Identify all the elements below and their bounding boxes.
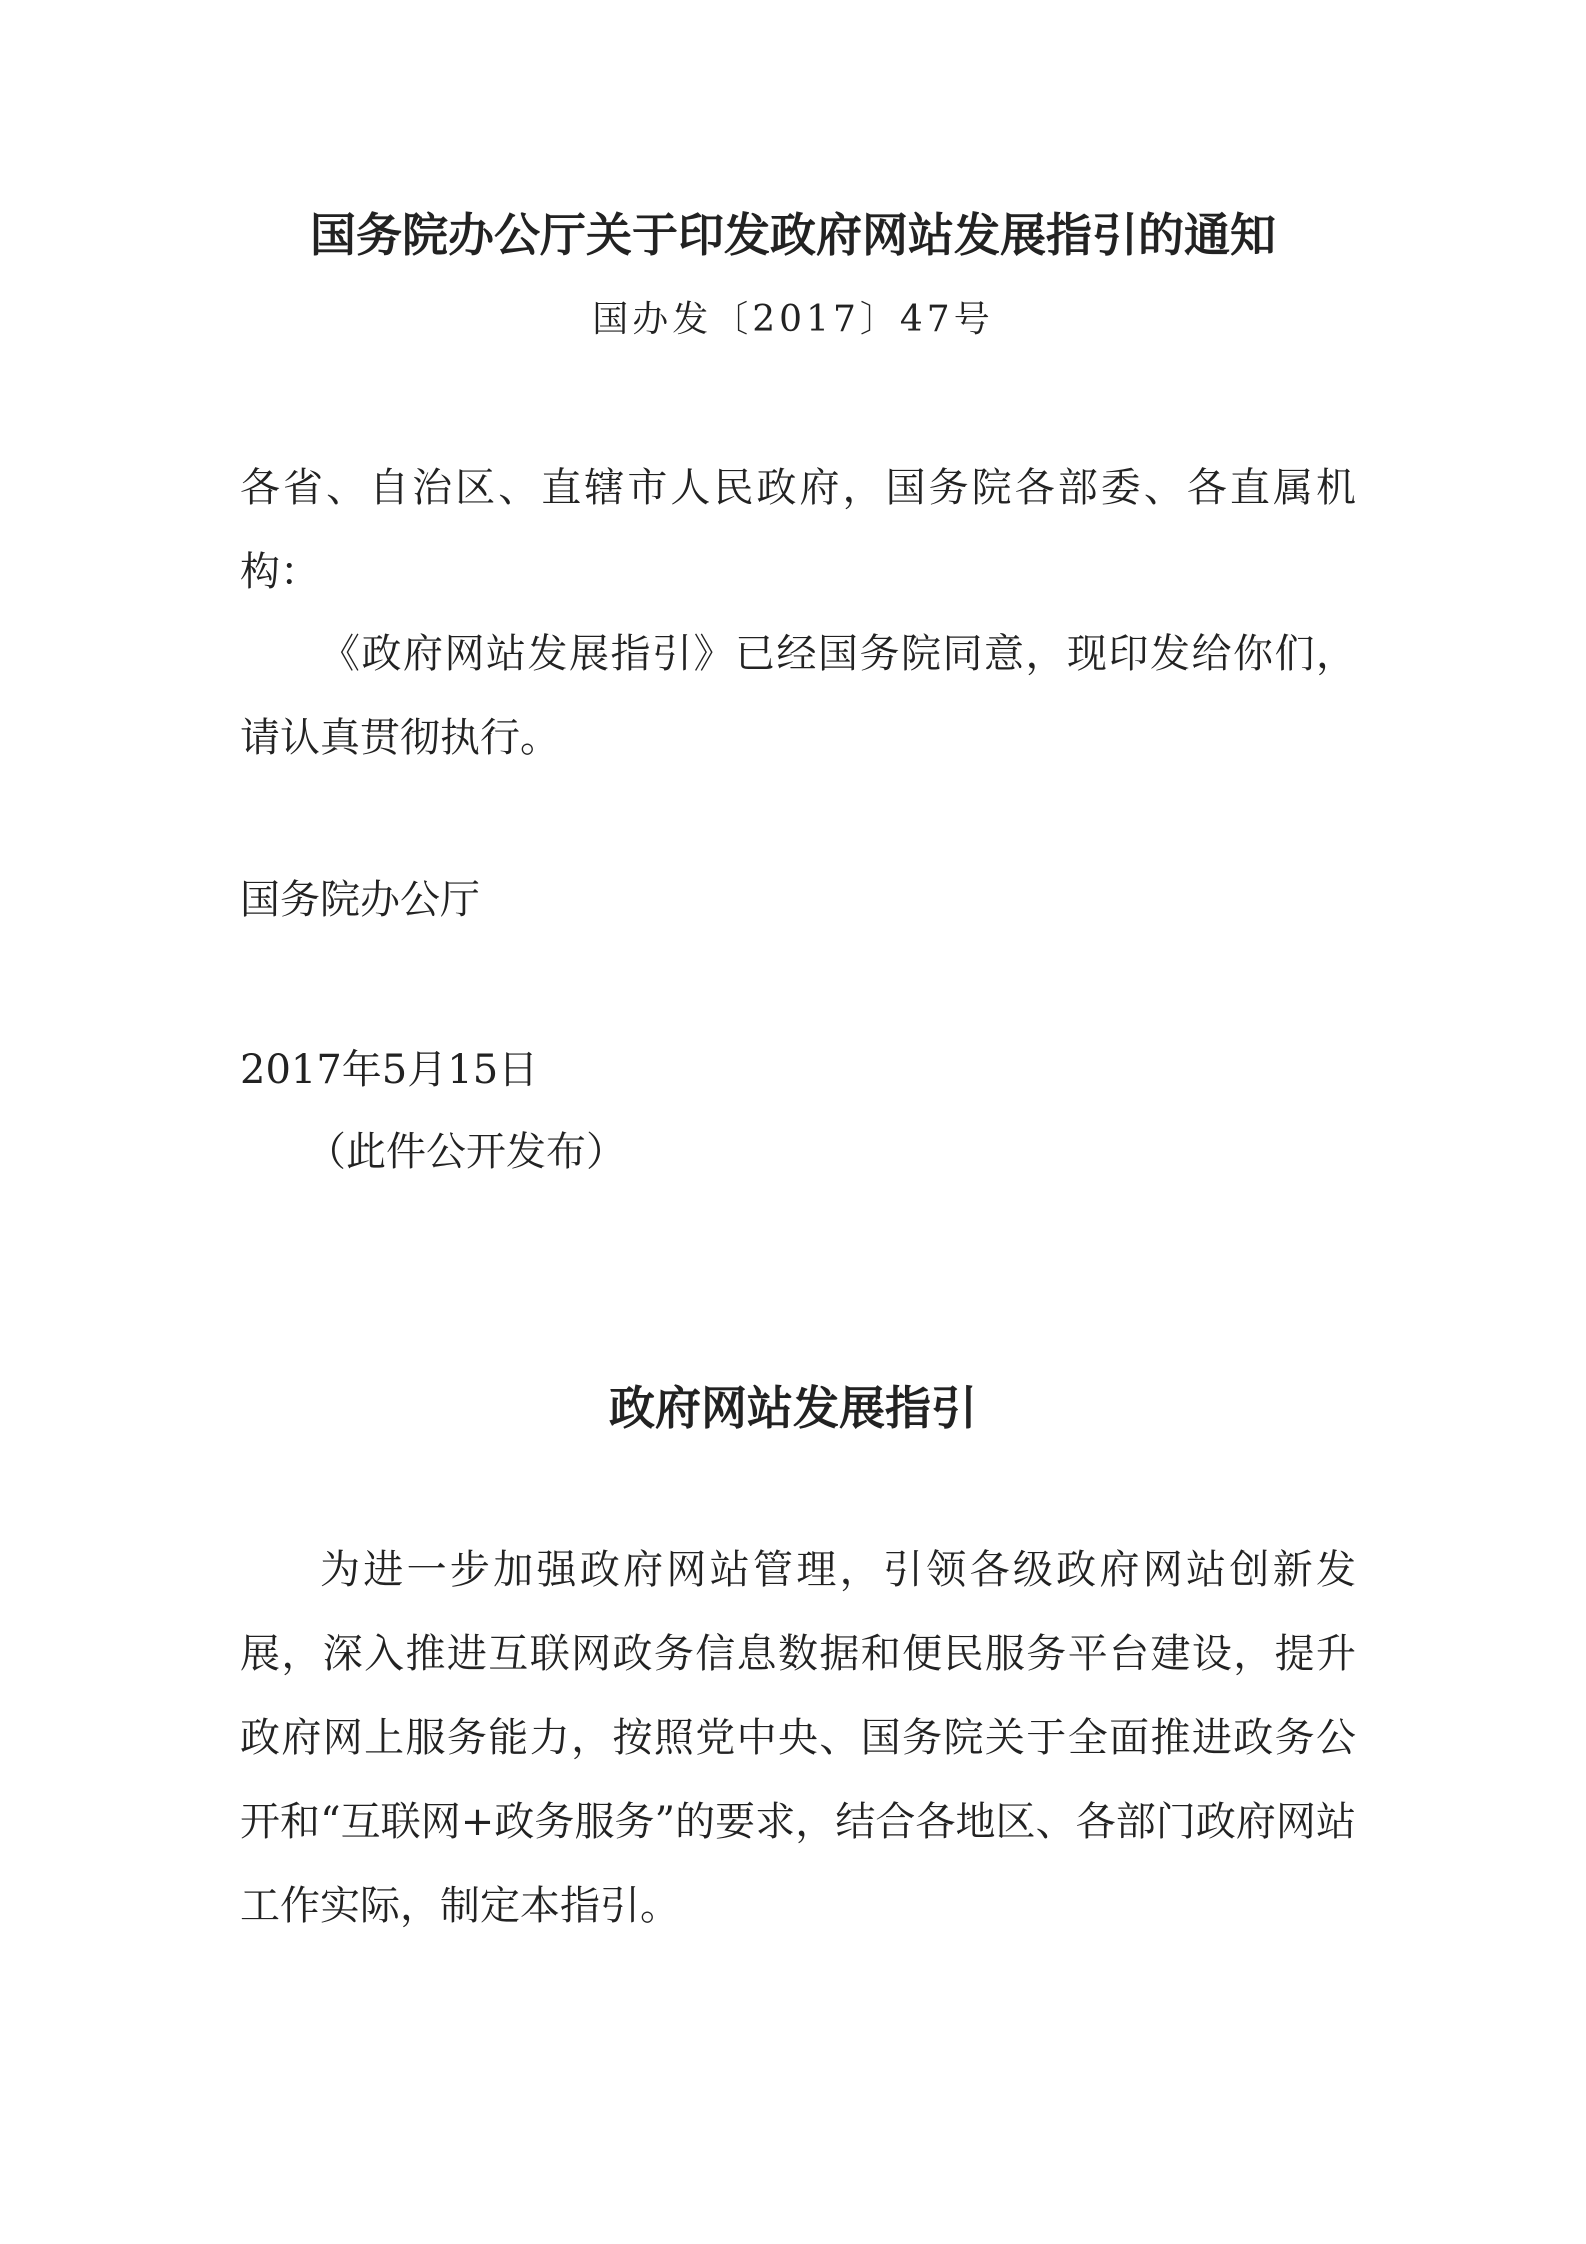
document-number: 国办发〔2017〕47号 — [592, 299, 994, 340]
addressee-paragraph: 各省、自治区、直辖市人民政府，国务院各部委、各直属机构： — [240, 465, 1356, 595]
issuer-name: 国务院办公厅 — [240, 877, 480, 923]
guideline-intro-paragraph: 为进一步加强政府网站管理，引领各级政府网站创新发展，深入推进互联网政务信息数据和便民服务平台建设，提升政府网上服务能力，按照党中央、国务院关于全面推进政务公开和“互联网+政务服务”的要求，结合各地区、各部门政府网站工作实际，制定本指引。 — [240, 1547, 1356, 1929]
notice-body-paragraph: 《政府网站发展指引》已经国务院同意，现印发给你们，请认真贯彻执行。 — [240, 631, 1356, 761]
guideline-title: 政府网站发展指引 — [609, 1381, 977, 1435]
notice-title: 国务院办公厅关于印发政府网站发展指引的通知 — [310, 208, 1276, 262]
issue-date: 2017年5月15日 — [240, 1047, 539, 1093]
publication-note: （此件公开发布） — [306, 1129, 626, 1175]
